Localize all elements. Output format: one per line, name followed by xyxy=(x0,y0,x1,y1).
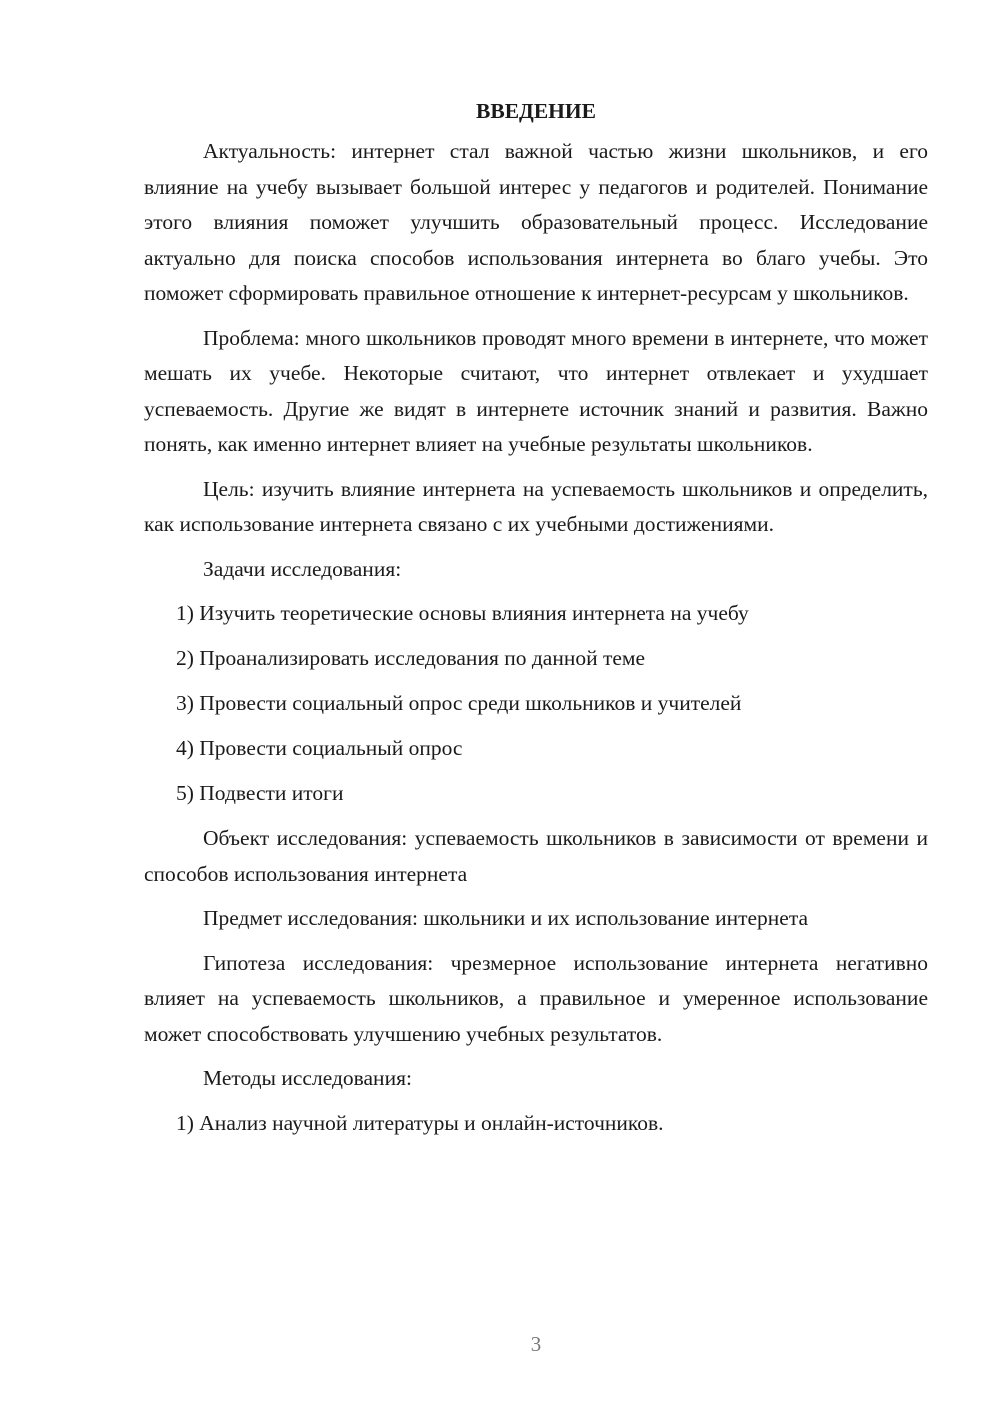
page-number: 3 xyxy=(530,1332,542,1356)
page-content xyxy=(144,96,928,1151)
relevance-paragraph: Актуальность: интернет стал важной частью жизни школьников, и его влияние на учебу вызывает большой интерес у педагогов и родителей. Понимание этого влияния поможет улучшить образовательный процесс. Исследование актуально для поиска способов использования интернета во благо учебы. Это поможет сформировать правильное отношение к интернет-ресурсам у школьников. xyxy=(144,139,928,305)
section-title: ВВЕДЕНИЕ xyxy=(476,99,596,123)
task-item-3: 3) Провести социальный опрос среди школьников и учителей xyxy=(176,691,742,715)
goal-paragraph: Цель: изучить влияние интернета на успеваемость школьников и определить, как использование интернета связано с их учебными достижениями. xyxy=(144,476,928,536)
task-item-5: 5) Подвести итоги xyxy=(176,781,344,805)
tasks-heading: Задачи исследования: xyxy=(203,556,402,581)
task-item-2: 2) Проанализировать исследования по данной теме xyxy=(176,646,646,670)
task-item-4: 4) Провести социальный опрос xyxy=(176,736,463,760)
subject-paragraph: Предмет исследования: школьники и их использование интернета xyxy=(203,906,809,930)
method-item-1: 1) Анализ научной литературы и онлайн-источников. xyxy=(176,1110,664,1135)
methods-heading: Методы исследования: xyxy=(203,1066,412,1090)
task-item-1: 1) Изучить теоретические основы влияния интернета на учебу xyxy=(176,601,749,625)
hypothesis-paragraph: Гипотеза исследования: чрезмерное использование интернета негативно влияет на успеваемость школьников, а правильное и умеренное использование может способствовать улучшению учебных результатов. xyxy=(144,950,928,1046)
problem-paragraph: Проблема: много школьников проводят много времени в интернете, что может мешать их учебе. Некоторые считают, что интернет отвлекает и ухудшает успеваемость. Другие же видят в интернете источник знаний и развития. Важно понять, как именно интернет влияет на учебные результаты школьников. xyxy=(144,325,928,456)
object-paragraph: Объект исследования: успеваемость школьников в зависимости от времени и способов использования интернета xyxy=(144,826,928,886)
